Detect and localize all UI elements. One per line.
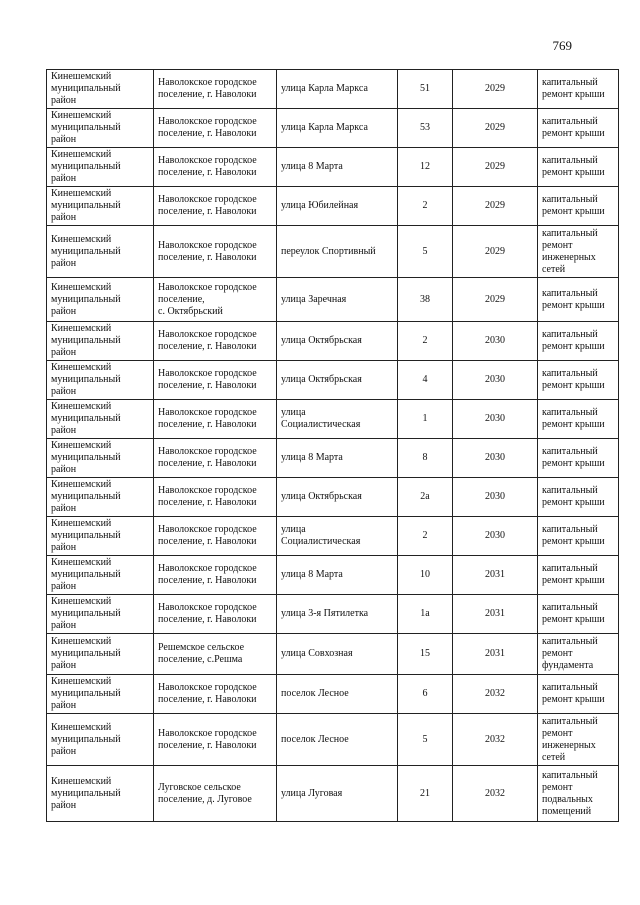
district-cell-text: Кинешемский муниципальный район xyxy=(51,281,121,317)
table-row xyxy=(47,148,619,187)
table-row xyxy=(47,634,619,675)
street-cell xyxy=(277,595,398,634)
work-type-cell-text: капитальный ремонт крыши xyxy=(542,194,605,217)
work-type-cell xyxy=(538,439,619,478)
district-cell-text: Кинешемский муниципальный район xyxy=(51,149,121,184)
district-cell xyxy=(47,595,154,634)
settlement-cell xyxy=(154,556,277,595)
street-cell xyxy=(277,634,398,675)
district-cell-text: Кинешемский муниципальный район xyxy=(51,188,121,223)
work-type-cell-text: капитальный ремонт крыши xyxy=(542,116,605,139)
house-number-cell xyxy=(398,70,453,109)
house-number-cell xyxy=(398,556,453,595)
settlement-cell xyxy=(154,109,277,148)
street-cell xyxy=(277,322,398,361)
street-cell xyxy=(277,109,398,148)
street-cell-text: переулок Спортивный xyxy=(281,245,376,257)
house-number-cell xyxy=(398,187,453,226)
street-cell xyxy=(277,400,398,439)
settlement-cell xyxy=(154,361,277,400)
settlement-cell xyxy=(154,675,277,714)
table-row xyxy=(47,675,619,714)
work-type-cell-text: капитальный ремонт фундамента xyxy=(542,636,598,671)
settlement-cell-text: Наволокское городское поселение, г. Наволоки xyxy=(158,329,257,352)
settlement-cell xyxy=(154,278,277,322)
work-type-cell-text: капитальный ремонт инженерных сетей xyxy=(542,227,598,275)
work-type-cell xyxy=(538,634,619,675)
work-type-cell xyxy=(538,148,619,187)
district-cell xyxy=(47,400,154,439)
settlement-cell-text: Наволокское городское поселение, г. Наволоки xyxy=(158,727,257,751)
table-row xyxy=(47,187,619,226)
work-type-cell-text: капитальный ремонт крыши xyxy=(542,682,605,705)
settlement-cell-text: Наволокское городское поселение, г. Наволоки xyxy=(158,194,257,217)
year-cell xyxy=(453,595,538,634)
year-cell-text: 2031 xyxy=(485,648,505,659)
work-type-cell xyxy=(538,595,619,634)
street-cell-text: улица Октябрьская xyxy=(281,374,362,385)
settlement-cell xyxy=(154,595,277,634)
settlement-cell-text: Решемское сельское поселение, с.Решма xyxy=(158,642,245,665)
street-cell-text: улица Заречная xyxy=(281,293,347,305)
settlement-cell-text: Луговское сельское поселение, д. Луговое xyxy=(158,781,252,805)
settlement-cell-text: Наволокское городское поселение, г. Наволоки xyxy=(158,602,257,625)
settlement-cell xyxy=(154,322,277,361)
district-cell xyxy=(47,439,154,478)
district-cell-text: Кинешемский муниципальный район xyxy=(51,721,121,757)
work-type-cell-text: капитальный ремонт крыши xyxy=(542,155,605,178)
year-cell xyxy=(453,361,538,400)
house-number-cell-text: 6 xyxy=(422,688,428,699)
year-cell xyxy=(453,187,538,226)
house-number-cell xyxy=(398,322,453,361)
settlement-cell-text: Наволокское городское поселение, г. Наволоки xyxy=(158,77,257,100)
house-number-cell xyxy=(398,675,453,714)
street-cell-text: улица Октябрьская xyxy=(281,335,362,346)
settlement-cell-text: Наволокское городское поселение, с. Октябрьский xyxy=(158,281,257,317)
house-number-cell-text: 38 xyxy=(420,293,430,305)
year-cell-text: 2030 xyxy=(485,374,505,385)
district-cell-text: Кинешемский муниципальный район xyxy=(51,557,121,592)
settlement-cell-text: Наволокское городское поселение, г. Наволоки xyxy=(158,407,257,430)
work-type-cell xyxy=(538,766,619,822)
district-cell-text: Кинешемский муниципальный район xyxy=(51,518,121,553)
district-cell-text: Кинешемский муниципальный район xyxy=(51,401,121,436)
work-type-cell-text: капитальный ремонт крыши xyxy=(542,485,605,508)
street-cell-text: улица Карла Маркса xyxy=(281,122,368,133)
house-number-cell-text: 5 xyxy=(422,733,428,745)
work-type-cell-text: капитальный ремонт крыши xyxy=(542,446,605,469)
year-cell-text: 2029 xyxy=(485,200,505,211)
street-cell xyxy=(277,714,398,766)
house-number-cell-text: 12 xyxy=(420,161,430,172)
settlement-cell xyxy=(154,517,277,556)
year-cell xyxy=(453,70,538,109)
year-cell xyxy=(453,148,538,187)
table-row xyxy=(47,517,619,556)
year-cell-text: 2030 xyxy=(485,413,505,424)
house-number-cell-text: 53 xyxy=(420,122,430,133)
table-row xyxy=(47,361,619,400)
street-cell xyxy=(277,556,398,595)
street-cell-text: улица Юбилейная xyxy=(281,200,359,211)
year-cell-text: 2029 xyxy=(485,83,505,94)
table-row xyxy=(47,322,619,361)
house-number-cell xyxy=(398,766,453,822)
work-type-cell-text: капитальный ремонт крыши xyxy=(542,287,605,311)
house-number-cell xyxy=(398,278,453,322)
settlement-cell-text: Наволокское городское поселение, г. Наволоки xyxy=(158,368,257,391)
house-number-cell xyxy=(398,400,453,439)
work-type-cell xyxy=(538,714,619,766)
house-number-cell-text: 15 xyxy=(420,648,430,659)
street-cell xyxy=(277,187,398,226)
street-cell xyxy=(277,70,398,109)
year-cell xyxy=(453,322,538,361)
house-number-cell xyxy=(398,226,453,278)
table-row xyxy=(47,478,619,517)
work-type-cell xyxy=(538,400,619,439)
table-row xyxy=(47,278,619,322)
district-cell xyxy=(47,675,154,714)
year-cell xyxy=(453,109,538,148)
year-cell-text: 2029 xyxy=(485,122,505,133)
table-row xyxy=(47,714,619,766)
settlement-cell-text: Наволокское городское поселение, г. Наволоки xyxy=(158,563,257,586)
work-type-cell xyxy=(538,675,619,714)
house-number-cell-text: 1а xyxy=(420,608,430,619)
district-cell-text: Кинешемский муниципальный район xyxy=(51,362,121,397)
district-cell-text: Кинешемский муниципальный район xyxy=(51,596,121,631)
table-row xyxy=(47,595,619,634)
district-cell xyxy=(47,517,154,556)
settlement-cell-text: Наволокское городское поселение, г. Наволоки xyxy=(158,116,257,139)
street-cell-text: улица Социалистическая xyxy=(281,407,361,430)
district-cell xyxy=(47,714,154,766)
street-cell xyxy=(277,766,398,822)
year-cell-text: 2029 xyxy=(485,161,505,172)
district-cell xyxy=(47,226,154,278)
settlement-cell-text: Наволокское городское поселение, г. Наволоки xyxy=(158,155,257,178)
settlement-cell xyxy=(154,187,277,226)
district-cell xyxy=(47,70,154,109)
work-type-cell xyxy=(538,187,619,226)
table-row xyxy=(47,226,619,278)
year-cell xyxy=(453,439,538,478)
district-cell xyxy=(47,766,154,822)
work-type-cell xyxy=(538,278,619,322)
house-number-cell xyxy=(398,478,453,517)
table-row xyxy=(47,70,619,109)
street-cell-text: улица 8 Марта xyxy=(281,569,343,580)
district-cell-text: Кинешемский муниципальный район xyxy=(51,775,121,811)
year-cell xyxy=(453,766,538,822)
street-cell-text: улица Октябрьская xyxy=(281,491,362,502)
work-type-cell-text: капитальный ремонт крыши xyxy=(542,524,605,547)
house-number-cell-text: 2 xyxy=(422,200,428,211)
table-row xyxy=(47,109,619,148)
work-type-cell xyxy=(538,517,619,556)
year-cell xyxy=(453,714,538,766)
work-type-cell-text: капитальный ремонт крыши xyxy=(542,602,605,625)
year-cell xyxy=(453,634,538,675)
year-cell-text: 2031 xyxy=(485,569,505,580)
house-number-cell xyxy=(398,361,453,400)
street-cell-text: улица Луговая xyxy=(281,787,343,799)
settlement-cell xyxy=(154,714,277,766)
settlement-cell xyxy=(154,70,277,109)
district-cell xyxy=(47,556,154,595)
district-cell-text: Кинешемский муниципальный район xyxy=(51,676,121,711)
house-number-cell-text: 8 xyxy=(422,452,428,463)
district-cell xyxy=(47,322,154,361)
work-type-cell-text: капитальный ремонт крыши xyxy=(542,77,605,100)
year-cell-text: 2030 xyxy=(485,335,505,346)
year-cell xyxy=(453,556,538,595)
house-number-cell xyxy=(398,595,453,634)
work-type-cell xyxy=(538,322,619,361)
district-cell xyxy=(47,187,154,226)
year-cell-text: 2030 xyxy=(485,491,505,502)
street-cell-text: улица 8 Марта xyxy=(281,161,343,172)
house-number-cell-text: 10 xyxy=(420,569,430,580)
street-cell-text: улица Карла Маркса xyxy=(281,83,368,94)
work-type-cell-text: капитальный ремонт крыши xyxy=(542,368,605,391)
year-cell-text: 2032 xyxy=(485,787,505,799)
settlement-cell-text: Наволокское городское поселение, г. Наволоки xyxy=(158,446,257,469)
district-cell-text: Кинешемский муниципальный район xyxy=(51,440,121,475)
district-cell-text: Кинешемский муниципальный район xyxy=(51,636,121,671)
street-cell xyxy=(277,675,398,714)
house-number-cell xyxy=(398,109,453,148)
street-cell xyxy=(277,478,398,517)
settlement-cell xyxy=(154,148,277,187)
house-number-cell-text: 2 xyxy=(422,530,428,541)
year-cell-text: 2029 xyxy=(485,293,505,305)
house-number-cell-text: 2 xyxy=(422,335,428,346)
district-cell xyxy=(47,634,154,675)
street-cell-text: улица Социалистическая xyxy=(281,524,361,547)
settlement-cell xyxy=(154,400,277,439)
settlement-cell xyxy=(154,226,277,278)
work-type-cell-text: капитальный ремонт крыши xyxy=(542,407,605,430)
house-number-cell-text: 1 xyxy=(422,413,428,424)
year-cell-text: 2030 xyxy=(485,452,505,463)
house-number-cell xyxy=(398,714,453,766)
street-cell-text: поселок Лесное xyxy=(281,688,349,699)
house-number-cell xyxy=(398,148,453,187)
work-type-cell xyxy=(538,556,619,595)
street-cell xyxy=(277,361,398,400)
district-cell xyxy=(47,109,154,148)
year-cell xyxy=(453,675,538,714)
page-number: 769 xyxy=(552,38,572,53)
house-number-cell-text: 21 xyxy=(420,787,430,799)
street-cell-text: улица Совхозная xyxy=(281,648,353,659)
house-number-cell-text: 4 xyxy=(422,374,428,385)
street-cell xyxy=(277,517,398,556)
street-cell xyxy=(277,148,398,187)
settlement-cell-text: Наволокское городское поселение, г. Наволоки xyxy=(158,239,257,263)
house-number-cell xyxy=(398,439,453,478)
street-cell-text: поселок Лесное xyxy=(281,733,349,745)
house-number-cell-text: 2а xyxy=(420,491,430,502)
district-cell-text: Кинешемский муниципальный район xyxy=(51,323,121,358)
house-number-cell-text: 5 xyxy=(422,245,428,257)
settlement-cell xyxy=(154,439,277,478)
work-type-cell-text: капитальный ремонт крыши xyxy=(542,329,605,352)
house-number-cell-text: 51 xyxy=(420,83,430,94)
year-cell-text: 2030 xyxy=(485,530,505,541)
year-cell-text: 2031 xyxy=(485,608,505,619)
year-cell xyxy=(453,478,538,517)
table-row xyxy=(47,766,619,822)
table-row xyxy=(47,556,619,595)
year-cell-text: 2032 xyxy=(485,733,505,745)
work-type-cell xyxy=(538,70,619,109)
settlement-cell-text: Наволокское городское поселение, г. Наволоки xyxy=(158,485,257,508)
district-cell xyxy=(47,361,154,400)
work-type-cell-text: капитальный ремонт подвальных помещений xyxy=(542,769,598,817)
house-number-cell xyxy=(398,517,453,556)
work-type-cell xyxy=(538,361,619,400)
work-type-cell xyxy=(538,109,619,148)
work-type-cell xyxy=(538,226,619,278)
house-number-cell xyxy=(398,634,453,675)
settlement-cell-text: Наволокское городское поселение, г. Наволоки xyxy=(158,524,257,547)
district-cell xyxy=(47,478,154,517)
table-row xyxy=(47,400,619,439)
settlement-cell xyxy=(154,634,277,675)
year-cell xyxy=(453,400,538,439)
settlement-cell xyxy=(154,478,277,517)
table-row xyxy=(47,439,619,478)
street-cell-text: улица 3-я Пятилетка xyxy=(281,608,369,619)
district-cell-text: Кинешемский муниципальный район xyxy=(51,479,121,514)
district-cell-text: Кинешемский муниципальный район xyxy=(51,233,121,269)
capital-repair-table xyxy=(46,69,619,822)
year-cell xyxy=(453,278,538,322)
district-cell-text: Кинешемский муниципальный район xyxy=(51,71,121,106)
work-type-cell-text: капитальный ремонт крыши xyxy=(542,563,605,586)
district-cell xyxy=(47,278,154,322)
year-cell-text: 2029 xyxy=(485,245,505,257)
year-cell xyxy=(453,517,538,556)
district-cell-text: Кинешемский муниципальный район xyxy=(51,110,121,145)
settlement-cell-text: Наволокское городское поселение, г. Наволоки xyxy=(158,682,257,705)
street-cell xyxy=(277,226,398,278)
settlement-cell xyxy=(154,766,277,822)
district-cell xyxy=(47,148,154,187)
year-cell xyxy=(453,226,538,278)
work-type-cell-text: капитальный ремонт инженерных сетей xyxy=(542,715,598,763)
work-type-cell xyxy=(538,478,619,517)
street-cell xyxy=(277,278,398,322)
street-cell xyxy=(277,439,398,478)
street-cell-text: улица 8 Марта xyxy=(281,452,343,463)
year-cell-text: 2032 xyxy=(485,688,505,699)
